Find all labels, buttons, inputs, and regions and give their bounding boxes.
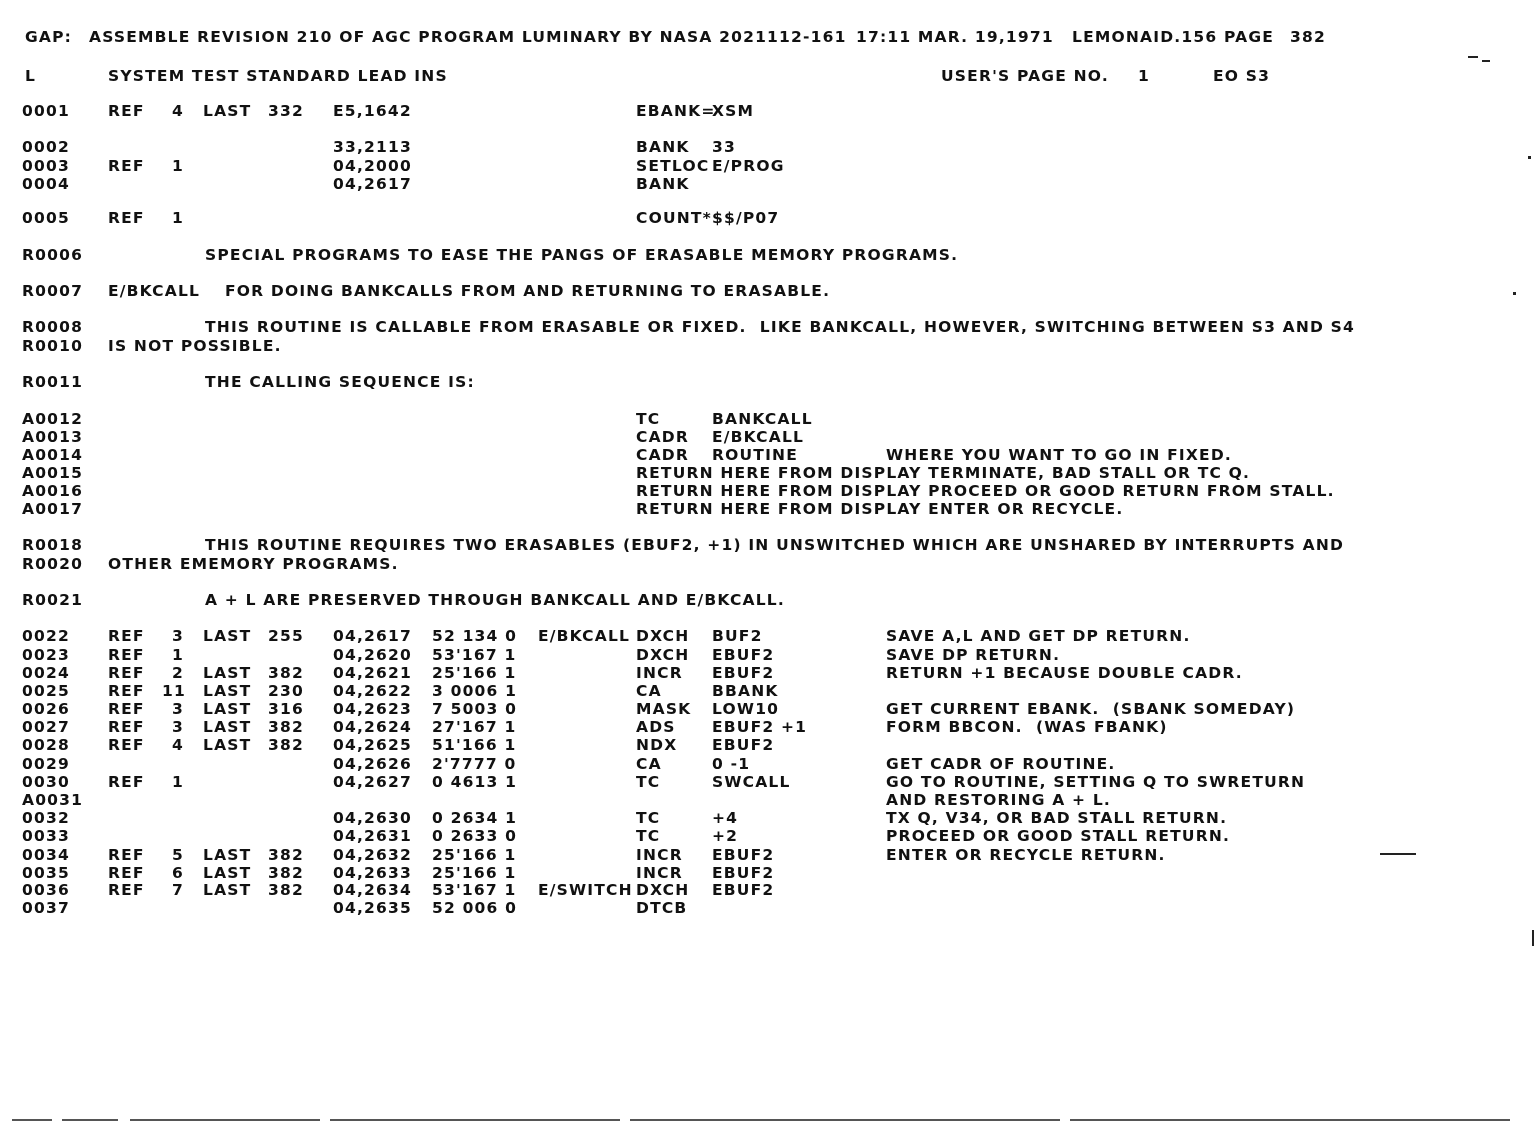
line-number: R0010 [22, 337, 84, 355]
line-number: 0002 [22, 138, 70, 156]
listing-line [0, 590, 1536, 610]
ref-label: REF [108, 864, 145, 882]
opcode: CA [636, 682, 662, 700]
address: 04,2632 [333, 846, 412, 864]
listing-line [0, 137, 1536, 157]
label-tag: E/SWITCH [538, 881, 633, 899]
line-number: 0023 [22, 646, 70, 664]
operand: BUF2 [712, 627, 763, 645]
ref-count: 4 [172, 736, 184, 754]
listing-line [0, 808, 1536, 828]
ref-label: REF [108, 846, 145, 864]
listing-type: L [25, 67, 37, 85]
listing-line [0, 772, 1536, 792]
listing-line [0, 699, 1536, 719]
listing-line [0, 317, 1536, 337]
line-number: 0022 [22, 627, 70, 645]
scan-speck [1528, 156, 1531, 159]
ref-count: 7 [172, 881, 184, 899]
line-number: 0001 [22, 102, 70, 120]
users-page-label: USER'S PAGE NO. [941, 67, 1109, 85]
line-number: R0006 [22, 246, 84, 264]
listing-line [0, 156, 1536, 176]
gap-label: GAP: [25, 28, 73, 46]
ref-label: REF [108, 700, 145, 718]
last-page: 332 [268, 102, 304, 120]
operand: EBUF2 [712, 881, 775, 899]
eo-label: EO S3 [1213, 67, 1271, 85]
listing-line [0, 681, 1536, 701]
operand: +2 [712, 827, 739, 845]
line-number: 0004 [22, 175, 70, 193]
address: 04,2617 [333, 627, 412, 645]
opcode: DXCH [636, 646, 690, 664]
ref-label: REF [108, 209, 145, 227]
last-page: 316 [268, 700, 304, 718]
comment: SAVE DP RETURN. [886, 646, 1061, 664]
ref-label: REF [108, 682, 145, 700]
last-page: 382 [268, 846, 304, 864]
line-number: 0028 [22, 736, 70, 754]
octal-code: 25'166 1 [432, 864, 517, 882]
opcode: COUNT* [636, 209, 712, 227]
ref-label: REF [108, 881, 145, 899]
opcode: MASK [636, 700, 692, 718]
address: 04,2620 [333, 646, 412, 664]
listing-line [0, 790, 1536, 810]
line-number: A0031 [22, 791, 84, 809]
octal-code: 0 4613 1 [432, 773, 518, 791]
comment: GO TO ROUTINE, SETTING Q TO SWRETURN [886, 773, 1306, 791]
scan-speck [1513, 292, 1516, 295]
listing-line [0, 245, 1536, 265]
operand: +4 [712, 809, 739, 827]
listing-line [0, 336, 1536, 356]
opcode: TC [636, 809, 661, 827]
comment: GET CURRENT EBANK. (SBANK SOMEDAY) [886, 700, 1296, 718]
octal-code: 0 2634 1 [432, 809, 518, 827]
line-number: 0035 [22, 864, 70, 882]
listing-line [0, 754, 1536, 774]
last-label: LAST [203, 700, 252, 718]
octal-code: 3 0006 1 [432, 682, 518, 700]
last-label: LAST [203, 881, 252, 899]
listing-line [0, 535, 1536, 555]
remark-text: THE CALLING SEQUENCE IS: [205, 373, 475, 391]
octal-code: 7 5003 0 [432, 700, 518, 718]
scan-edge-line [62, 1119, 118, 1121]
ref-label: REF [108, 664, 145, 682]
address: 04,2625 [333, 736, 412, 754]
octal-code: 0 2633 0 [432, 827, 518, 845]
page-label: PAGE [1224, 28, 1275, 46]
last-page: 230 [268, 682, 304, 700]
listing-line [0, 717, 1536, 737]
listing-line [0, 409, 1536, 429]
line-number: 0024 [22, 664, 70, 682]
ref-count: 11 [162, 682, 186, 700]
listing-line [0, 481, 1536, 501]
section-title: SYSTEM TEST STANDARD LEAD INS [108, 67, 448, 85]
tape-name: LEMONAID.156 [1072, 28, 1218, 46]
line-number: R0021 [22, 591, 84, 609]
scan-edge-line [130, 1119, 320, 1121]
octal-code: 27'167 1 [432, 718, 517, 736]
remark-text: RETURN HERE FROM DISPLAY TERMINATE, BAD STALL OR TC Q. [636, 464, 1251, 482]
last-label: LAST [203, 102, 252, 120]
listing-line [0, 880, 1536, 900]
comment: WHERE YOU WANT TO GO IN FIXED. [886, 446, 1232, 464]
scan-edge-line [330, 1119, 620, 1121]
listing-line [0, 663, 1536, 683]
page-number: 382 [1290, 28, 1326, 46]
opcode: TC [636, 773, 661, 791]
comment: GET CADR OF ROUTINE. [886, 755, 1116, 773]
last-label: LAST [203, 627, 252, 645]
ref-label: REF [108, 157, 145, 175]
opcode: NDX [636, 736, 678, 754]
last-page: 382 [268, 864, 304, 882]
scan-speck [1380, 853, 1416, 855]
opcode: ADS [636, 718, 676, 736]
line-number: 0034 [22, 846, 70, 864]
line-number: 0030 [22, 773, 70, 791]
operand: BBANK [712, 682, 779, 700]
operand: XSM [712, 102, 755, 120]
ref-count: 3 [172, 718, 184, 736]
comment: TX Q, V34, OR BAD STALL RETURN. [886, 809, 1228, 827]
scan-edge-line [1070, 1119, 1510, 1121]
ref-count: 4 [172, 102, 184, 120]
time-date: 17:11 MAR. 19,1971 [856, 28, 1054, 46]
octal-code: 53'167 1 [432, 646, 517, 664]
address: 04,2634 [333, 881, 412, 899]
listing-line [0, 101, 1536, 121]
listing-line [0, 645, 1536, 665]
listing-line [0, 427, 1536, 447]
remark-text: RETURN HERE FROM DISPLAY PROCEED OR GOOD RETURN FROM STALL. [636, 482, 1335, 500]
remark-text: A + L ARE PRESERVED THROUGH BANKCALL AND E/BKCALL. [205, 591, 785, 609]
listing-line [0, 372, 1536, 392]
scan-speck [1482, 60, 1490, 62]
ref-label: REF [108, 736, 145, 754]
ref-label: REF [108, 646, 145, 664]
ref-label: REF [108, 718, 145, 736]
comment: FORM BBCON. (WAS FBANK) [886, 718, 1168, 736]
opcode: SETLOC [636, 157, 710, 175]
octal-code: 25'166 1 [432, 846, 517, 864]
address: 04,2627 [333, 773, 412, 791]
operand: EBUF2 [712, 864, 775, 882]
remark-text: THIS ROUTINE REQUIRES TWO ERASABLES (EBUF2, +1) IN UNSWITCHED WHICH ARE UNSHARED BY INTERRUPTS AND [205, 536, 1345, 554]
line-number: R0007 [22, 282, 84, 300]
opcode: DXCH [636, 881, 690, 899]
opcode: INCR [636, 864, 683, 882]
operand: LOW10 [712, 700, 780, 718]
line-number: 0032 [22, 809, 70, 827]
ref-count: 1 [172, 773, 184, 791]
listing-line [0, 499, 1536, 519]
listing-line [0, 626, 1536, 646]
line-number: R0018 [22, 536, 84, 554]
address: 04,2622 [333, 682, 412, 700]
line-number: A0014 [22, 446, 84, 464]
opcode: TC [636, 410, 661, 428]
comment: RETURN +1 BECAUSE DOUBLE CADR. [886, 664, 1243, 682]
octal-code: 2'7777 0 [432, 755, 517, 773]
scan-speck [1468, 56, 1478, 58]
remark-text: SPECIAL PROGRAMS TO EASE THE PANGS OF ERASABLE MEMORY PROGRAMS. [205, 246, 959, 264]
ref-count: 1 [172, 209, 184, 227]
address: 04,2621 [333, 664, 412, 682]
address: 04,2623 [333, 700, 412, 718]
scan-edge-line [630, 1119, 1060, 1121]
label-tag: E/BKCALL [538, 627, 631, 645]
operand: SWCALL [712, 773, 791, 791]
listing-line [0, 208, 1536, 228]
ref-count: 1 [172, 646, 184, 664]
line-number: A0016 [22, 482, 84, 500]
last-page: 382 [268, 718, 304, 736]
address: 04,2617 [333, 175, 412, 193]
listing-line [0, 554, 1536, 574]
address: 04,2630 [333, 809, 412, 827]
octal-code: 52 134 0 [432, 627, 518, 645]
remark-text: IS NOT POSSIBLE. [108, 337, 282, 355]
opcode: CA [636, 755, 662, 773]
opcode: DXCH [636, 627, 690, 645]
last-page: 382 [268, 881, 304, 899]
ref-count: 3 [172, 700, 184, 718]
opcode: CADR [636, 446, 689, 464]
address: 04,2631 [333, 827, 412, 845]
address: E5,1642 [333, 102, 412, 120]
ref-label: REF [108, 773, 145, 791]
comment: PROCEED OR GOOD STALL RETURN. [886, 827, 1231, 845]
line-number: R0008 [22, 318, 84, 336]
remark-text: OTHER EMEMORY PROGRAMS. [108, 555, 399, 573]
scan-edge-line [12, 1119, 52, 1121]
operand: 33 [712, 138, 736, 156]
operand: 0 -1 [712, 755, 751, 773]
scan-speck [1532, 930, 1534, 946]
line-number: 0025 [22, 682, 70, 700]
address: 04,2000 [333, 157, 412, 175]
line-number: R0011 [22, 373, 84, 391]
address: 04,2633 [333, 864, 412, 882]
opcode: BANK [636, 175, 690, 193]
opcode: INCR [636, 846, 683, 864]
address: 04,2626 [333, 755, 412, 773]
last-label: LAST [203, 864, 252, 882]
line-number: R0020 [22, 555, 84, 573]
line-number: 0037 [22, 899, 70, 917]
last-page: 382 [268, 736, 304, 754]
operand: ROUTINE [712, 446, 798, 464]
ref-count: 2 [172, 664, 184, 682]
operand: BANKCALL [712, 410, 813, 428]
operand: EBUF2 [712, 846, 775, 864]
last-label: LAST [203, 664, 252, 682]
opcode: INCR [636, 664, 683, 682]
address: 33,2113 [333, 138, 412, 156]
last-label: LAST [203, 846, 252, 864]
last-page: 382 [268, 664, 304, 682]
line-number: 0029 [22, 755, 70, 773]
line-number: 0005 [22, 209, 70, 227]
listing-line [0, 281, 1536, 301]
opcode: DTCB [636, 899, 688, 917]
listing-line [0, 826, 1536, 846]
listing-line [0, 463, 1536, 483]
octal-code: 25'166 1 [432, 664, 517, 682]
operand: $$/P07 [712, 209, 780, 227]
operand: EBUF2 [712, 664, 775, 682]
line-number: A0017 [22, 500, 84, 518]
listing-line [0, 445, 1536, 465]
ref-count: 1 [172, 157, 184, 175]
operand: EBUF2 [712, 736, 775, 754]
line-number: A0015 [22, 464, 84, 482]
listing-line [0, 735, 1536, 755]
users-page-number: 1 [1138, 67, 1150, 85]
line-number: 0026 [22, 700, 70, 718]
remark-text: THIS ROUTINE IS CALLABLE FROM ERASABLE OR FIXED. LIKE BANKCALL, HOWEVER, SWITCHING BETWEEN S3 AND S4 [205, 318, 1356, 336]
line-number: 0003 [22, 157, 70, 175]
ref-label: REF [108, 627, 145, 645]
ref-count: 3 [172, 627, 184, 645]
listing-line [0, 898, 1536, 918]
comment: SAVE A,L AND GET DP RETURN. [886, 627, 1191, 645]
address: 04,2624 [333, 718, 412, 736]
line-number: 0027 [22, 718, 70, 736]
line-number: 0033 [22, 827, 70, 845]
last-page: 255 [268, 627, 304, 645]
ref-label: REF [108, 102, 145, 120]
comment: AND RESTORING A + L. [886, 791, 1112, 809]
opcode: CADR [636, 428, 689, 446]
assembly-title: ASSEMBLE REVISION 210 OF AGC PROGRAM LUMINARY BY NASA 2021112-161 [89, 28, 847, 46]
octal-code: 52 006 0 [432, 899, 518, 917]
opcode: EBANK= [636, 102, 716, 120]
remark-text: RETURN HERE FROM DISPLAY ENTER OR RECYCLE. [636, 500, 1124, 518]
address: 04,2635 [333, 899, 412, 917]
opcode: TC [636, 827, 661, 845]
operand: E/BKCALL [712, 428, 805, 446]
remark-text: FOR DOING BANKCALLS FROM AND RETURNING TO ERASABLE. [225, 282, 831, 300]
octal-code: 53'167 1 [432, 881, 517, 899]
listing-line [0, 845, 1536, 865]
ref-count: 5 [172, 846, 184, 864]
opcode: BANK [636, 138, 690, 156]
line-number: A0012 [22, 410, 84, 428]
comment: ENTER OR RECYCLE RETURN. [886, 846, 1166, 864]
remark-text: E/BKCALL [108, 282, 201, 300]
operand: EBUF2 +1 [712, 718, 808, 736]
last-label: LAST [203, 736, 252, 754]
section-header [0, 66, 1536, 86]
last-label: LAST [203, 718, 252, 736]
operand: EBUF2 [712, 646, 775, 664]
line-number: 0036 [22, 881, 70, 899]
operand: E/PROG [712, 157, 785, 175]
page-header [0, 27, 1536, 47]
listing-line [0, 174, 1536, 194]
line-number: A0013 [22, 428, 84, 446]
last-label: LAST [203, 682, 252, 700]
octal-code: 51'166 1 [432, 736, 517, 754]
ref-count: 6 [172, 864, 184, 882]
